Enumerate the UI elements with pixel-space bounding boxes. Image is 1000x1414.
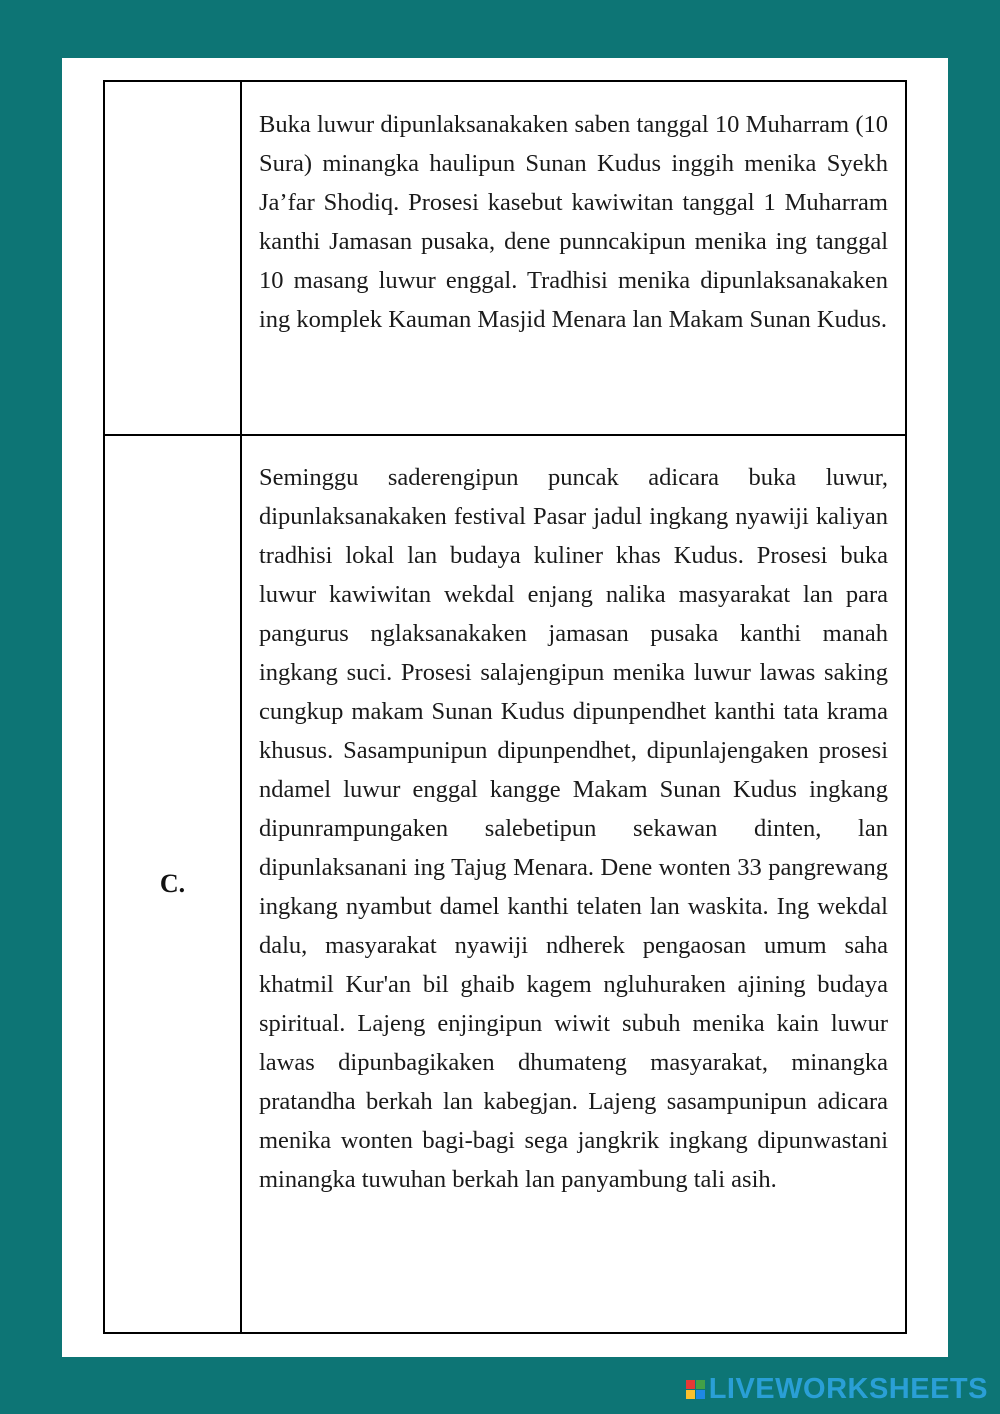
logo-square-yellow [686, 1390, 695, 1399]
watermark-text: LIVEWORKSHEETS [708, 1373, 988, 1405]
logo-square-green [696, 1380, 705, 1389]
table-row [105, 82, 905, 434]
row-label [105, 82, 242, 434]
liveworksheets-logo [686, 1373, 988, 1406]
liveworksheets-logo-icon [686, 1380, 705, 1399]
row-text: Seminggu saderengipun puncak adicara buka luwur, dipunlaksanakaken festival Pasar jadul ingkang nyawiji kaliyan tradhisi lokal lan budaya kuliner khas Kudus. Prosesi buka luwur kawiwitan wekdal enjang nalika masyarakat lan para pangurus nglaksanakaken jamasan pusaka kanthi manah ingkang suci. Prosesi salajengipun menika luwur lawas saking cungkup makam Sunan Kudus dipunpendhet kanthi tata krama khusus. Sasampunipun dipunpendhet, dipunlajengaken prosesi ndamel luwur enggal kangge Makam Sunan Kudus ingkang dipunrampungaken salebetipun sekawan dinten, lan dipunlaksanani ing Tajug Menara. Dene wonten 33 pangrewang ingkang nyambut damel kanthi telaten lan waskita. Ing wekdal dalu, masyarakat nyawiji ndherek pengaosan umum saha khatmil Kur'an bil ghaib kagem ngluhuraken ajining budaya spiritual. Lajeng enjingipun wiwit subuh menika kain luwur lawas dipunbagikaken dhumateng masyarakat, minangka pratandha berkah lan kabegjan. Lajeng sasampunipun adicara menika wonten bagi-bagi sega jangkrik ingkang dipunwastani minangka tuwuhan berkah lan panyambung tali asih. [259, 464, 888, 1193]
content-table [103, 80, 907, 1334]
worksheet-page [62, 58, 948, 1357]
row-label: C. [105, 436, 242, 1332]
table-row [105, 434, 905, 1332]
row-text: Buka luwur dipunlaksanakaken saben tanggal 10 Muharram (10 Sura) minangka haulipun Sunan Kudus inggih menika Syekh Ja’far Shodiq. Prosesi kasebut kawiwitan tanggal 1 Muharram kanthi Jamasan pusaka, dene punncakipun menika ing tanggal 10 masang luwur enggal. Tradhisi menika dipunlaksanakaken ing komplek Kauman Masjid Menara lan Makam Sunan Kudus. [259, 111, 888, 333]
logo-square-red [686, 1380, 695, 1389]
logo-square-blue [696, 1390, 705, 1399]
